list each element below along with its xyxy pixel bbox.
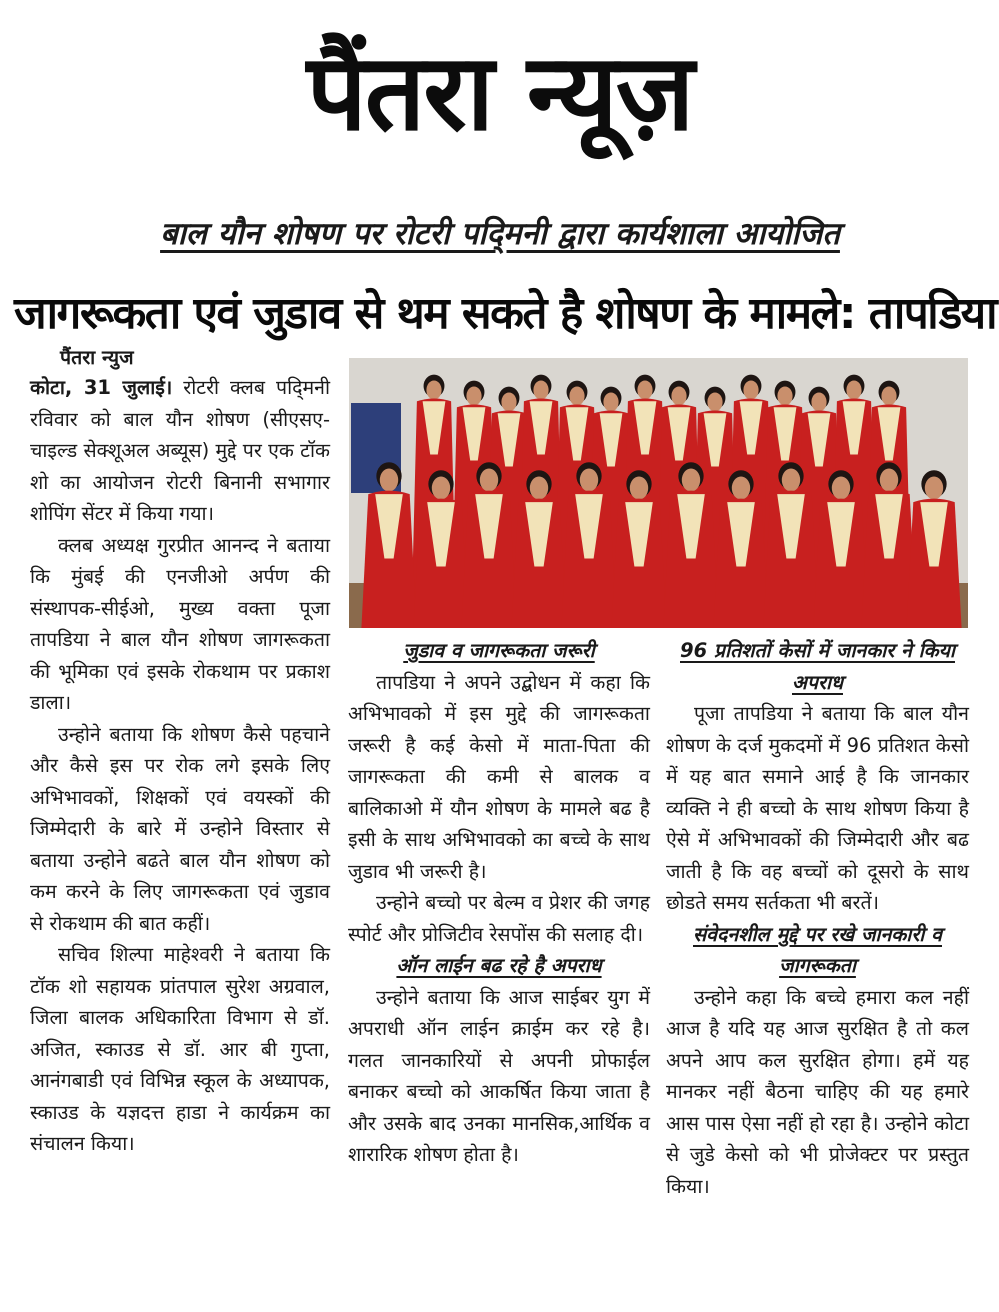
- front-row-person-face: [630, 477, 648, 500]
- back-row-person-face: [777, 387, 792, 406]
- paragraph: उन्होने बताया कि शोषण कैसे पहचाने और कैसे इस पर रोक लगे इसके लिए अभिभावकों, शिक्षकों एवं वयस्कों की जिम्मेदारी के बारे में उन्होने विस्तार से बताया उन्होने बढते बाल यौन शोषण को कम करने के लिए जागरूकता एवं जुडाव से रोकथाम की बात कहीं।: [30, 722, 330, 935]
- paragraph: क्लब अध्यक्ष गुरप्रीत आनन्द ने बताया कि मुंबई की एनजीओ अर्पण की संस्थापक-सीईओ, मुख्य वक्ता पूजा तापडिया ने बाल यौन शोषण जागरूकता की भूमिका एवं इसके रोकथाम पर प्रकाश डाला।: [30, 533, 330, 714]
- front-row-person-face: [732, 477, 750, 500]
- front-row-person-face: [782, 469, 800, 492]
- article-headline: जागरूकता एवं जुडाव से थम सकते है शोषण के मामले: तापडिया: [14, 288, 997, 339]
- subheading: संवेदनशील मुद्दे पर रखे जानकारी व जागरूकता: [693, 922, 942, 977]
- front-row-person-face: [432, 477, 450, 500]
- back-row-person-face: [533, 381, 548, 400]
- article-column-3: [666, 635, 969, 1202]
- byline: पैंतरा न्युज: [60, 346, 134, 369]
- back-row-person-face: [501, 393, 516, 412]
- front-row-person-face: [682, 469, 700, 492]
- back-row-person-face: [671, 387, 686, 406]
- back-row-person-face: [637, 381, 652, 400]
- back-row-person-face: [466, 387, 481, 406]
- paragraph: [30, 372, 330, 530]
- paragraph: पूजा तापडिया ने बताया कि बाल यौन शोषण के दर्ज मुकदमों में 96 प्रतिशत केसो में यह बात समाने आई है कि जानकार व्यक्ति ने ही बच्चो के साथ शोषण किया है ऐसे में अभिभावकों की जिम्मेदारी और बढ जाती है कि वह बच्चों को दूसरो के साथ छोडते समय सर्तकता भी बरतें।: [666, 702, 969, 914]
- back-row-person-face: [569, 387, 584, 406]
- subheading: जुडाव व जागरूकता जरूरी: [403, 639, 595, 662]
- front-row-person-face: [832, 477, 850, 500]
- paragraph: उन्होने बताया कि आज साईबर युग में अपराधी ऑन लाईन क्राईम कर रहे है। गलत जानकारियों से अपनी प्रोफाईल बनाकर बच्चो को आकर्षित किया जाता है और उसके बाद उनका मानसिक,आर्थिक व शारारिक शोषण होता है।: [348, 985, 650, 1166]
- group-photo-illustration: [349, 358, 968, 628]
- back-row-person-face: [846, 381, 861, 400]
- front-row-person-face: [480, 469, 498, 492]
- article-column-2: [348, 635, 650, 1171]
- paragraph: तापडिया ने अपने उद्बोधन में कहा कि अभिभावको में इस मुद्दे की जागरूकता जरूरी है कई केसो में माता-पिता की जागरूकता की कमी से बालक व बालिकाओ में यौन शोषण के मामले बढ है इसी के साथ अभिभावको का बच्चे के साथ जुडाव भी जरूरी है।: [348, 670, 650, 883]
- subheading: ऑन लाईन बढ रहे है अपराध: [396, 954, 602, 977]
- front-row-person-face: [925, 477, 943, 500]
- back-row-person-face: [743, 381, 758, 400]
- article-column-1: [30, 346, 331, 1160]
- dateline: कोटा, 31 जुलाई।: [30, 376, 173, 399]
- paragraph: सचिव शिल्पा माहेश्वरी ने बताया कि टॉक शो सहायक प्रांतपाल सुरेश अग्रवाल, जिला बालक अधिकारिता विभाग से डॉ. अजित, स्काउड से डॉ. आर बी गुप्ता, आनंगबाडी एवं विभिन्न स्कूल के अध्यापक, स्काउड के यज्ञदत्त हाडा ने कार्यक्रम का संचालन किया।: [30, 943, 330, 1155]
- front-row-person-face: [880, 469, 898, 492]
- paragraph: उन्होने बच्चो पर बेल्म व प्रेशर की जगह स्पोर्ट और प्रोजिटीव रेसपोंस की सलाह दी।: [348, 891, 650, 946]
- group-photo: [349, 358, 968, 628]
- back-row-person-face: [707, 393, 722, 412]
- front-row-person-face: [380, 469, 398, 492]
- article-kicker: बाल यौन शोषण पर रोटरी पदि्मनी द्वारा कार्यशाला आयोजित: [160, 216, 840, 252]
- back-row-person-face: [881, 387, 896, 406]
- front-row-person-face: [580, 469, 598, 492]
- back-row-person-face: [811, 393, 826, 412]
- paragraph: उन्होने कहा कि बच्चे हमारा कल नहीं आज है यदि यह आज सुरक्षित है तो कल अपने आप कल सुरक्षित होगा। हमें यह मानकर नहीं बैठना चाहिए की यह हमारे आस पास ऐसा नहीं हो रहा है। उन्होने कोटा से जुडे केसो को भी प्रोजेक्टर पर प्रस्तुत किया।: [666, 985, 969, 1198]
- subheading: 96 प्रतिशतों केसों में जानकार ने किया अपराध: [680, 639, 955, 694]
- front-row-person-face: [530, 477, 548, 500]
- back-row-person-face: [426, 381, 441, 400]
- paragraph-text: रोटरी क्लब पदि्मनी रविवार को बाल यौन शोषण (सीएसए-चाइल्ड सेक्शूअल अब्यूस) मुद्दे पर एक टॉक शो का आयोजन रोटरी बिनानी सभागार शोपिंग सेंटर में किया गया।: [30, 376, 331, 525]
- back-row-person-face: [603, 393, 618, 412]
- newspaper-masthead: पैंतरा न्यूज़: [306, 31, 693, 154]
